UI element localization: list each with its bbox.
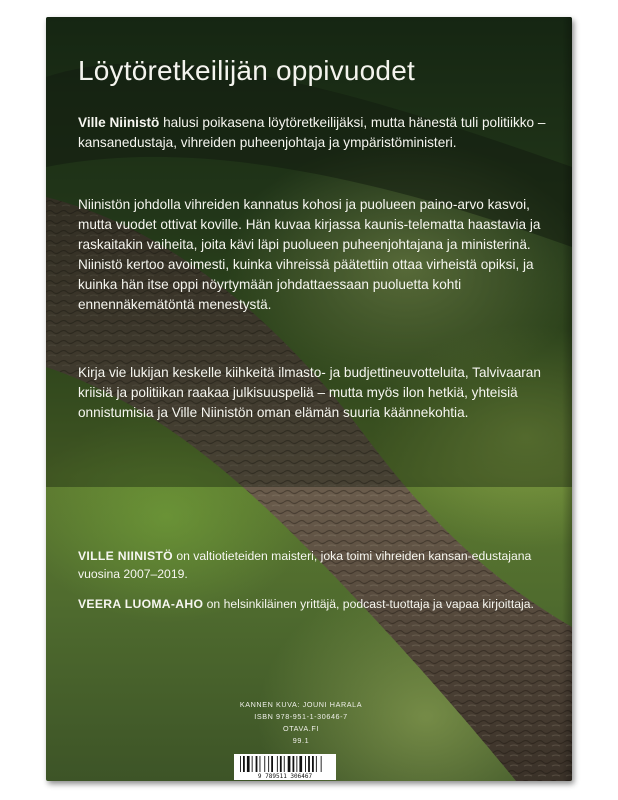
blurb-paragraph-3: Kirja vie lukijan keskelle kiihkeitä ilmasto- ja budjettineuvotteluita, Talvivaaran kriisiä ja politiikan raakaa julkisuuspeliä – mutta myös ilon hetkiä, yhteisiä onnistumisia ja Ville Niinistön oman elämän suuria käännekohtia.: [78, 365, 541, 420]
book-back-cover: [46, 17, 572, 781]
barcode-number: 9 789511 306467: [257, 773, 313, 780]
book-title: Löytöretkeilijän oppivuodet: [78, 55, 415, 86]
isbn: ISBN 978-951-1-30646-7: [254, 712, 348, 721]
cover-photo-credit: KANNEN KUVA: JOUNI HARALA: [239, 700, 363, 709]
author-bio-text: on helsinkiläinen yrittäjä, podcast-tuottaja ja vapaa kirjoittaja.: [203, 597, 534, 611]
blurb-paragraph-intro: [78, 113, 548, 153]
author-bio-name: VEERA LUOMA-AHO: [78, 597, 204, 611]
intro-text: halusi poikasena löytöretkeilijäksi, mutta hänestä tuli politiikko – kansanedustaja, vihreiden puheenjohtaja ja ympäristöministeri.: [78, 115, 546, 150]
barcode-bars: [234, 754, 336, 773]
colophon: [196, 699, 406, 747]
classification: 99.1: [292, 736, 310, 745]
author-bio-name: VILLE NIINISTÖ: [78, 549, 173, 563]
author-bio-luoma-aho: [78, 595, 558, 613]
author-bio-text: on valtiotieteiden maisteri, joka toimi vihreiden kansan-edustajana vuosina 2007–2019.: [78, 549, 532, 581]
author-bio-niinisto: [78, 547, 558, 583]
publisher-url: OTAVA.FI: [283, 724, 319, 733]
blurb-paragraph-2: Niinistön johdolla vihreiden kannatus kohosi ja puolueen paino-arvo kasvoi, mutta vuodet ottivat koville. Hän kuvaa kirjassa kaunis-telematta haastavia ja raskaitakin vaiheita, joita kävi läpi puolueen puheenjohtajana ja ministerinä. Niinistö kertoo avoimesti, kuinka vihreissä päätettiin ottaa virheistä opiksi, ja kuinka hän itse oppi nöyrtymään johdattaessaan puoluetta kohti ennennäkemätöntä menestystä.: [78, 197, 541, 312]
author-name-highlight: Ville Niinistö: [78, 115, 160, 130]
isbn-barcode: [234, 754, 336, 780]
